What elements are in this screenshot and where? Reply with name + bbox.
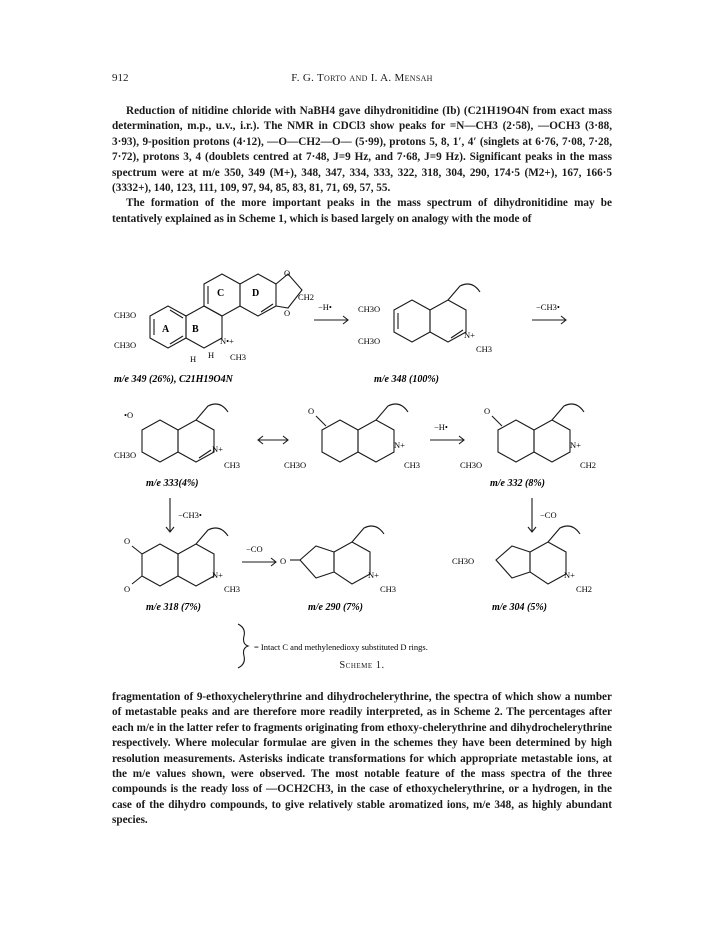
group-n-plus: N+ [394, 440, 405, 450]
structure-349 [114, 268, 314, 385]
label-348: m/e 348 (100%) [374, 374, 439, 385]
arrow-minus-co [242, 544, 276, 566]
group-ch3o: CH3O [284, 460, 307, 470]
group-n-plus: N+ [464, 330, 475, 340]
arrow-minus-ch3-down [166, 498, 202, 532]
group-ch2: CH2 [576, 584, 593, 594]
label-332: m/e 332 (8%) [490, 478, 545, 489]
group-o: O [124, 584, 131, 594]
legend-text: = Intact C and methylenedioxy substituted D rings. [254, 642, 428, 652]
ring-letter-c: C [217, 288, 225, 299]
label-318: m/e 318 (7%) [146, 602, 201, 613]
group-ch3o: CH3O [114, 340, 137, 350]
group-o: O [124, 536, 131, 546]
arrow-4-label: −CH3• [178, 510, 202, 520]
group-ch3o: CH3O [358, 336, 381, 346]
group-ch3: CH3 [476, 344, 493, 354]
group-ch3: CH3 [230, 352, 247, 362]
resonance-arrow [258, 436, 288, 444]
group-n-plus: N+ [564, 570, 575, 580]
arrow-minus-h [314, 302, 348, 324]
scheme-caption [112, 660, 612, 671]
arrow-3-label: −H• [434, 422, 448, 432]
group-o: O [308, 406, 315, 416]
group-n-radical: N•+ [220, 336, 234, 346]
arrow-minus-co-down [528, 498, 557, 532]
group-ch3: CH3 [224, 460, 241, 470]
group-o: O [484, 406, 491, 416]
structure-348 [358, 284, 492, 385]
group-ch3: CH3 [404, 460, 421, 470]
structure-332 [460, 404, 596, 489]
label-304: m/e 304 (5%) [492, 602, 547, 613]
label-349: m/e 349 (26%), C21H19O4N [114, 374, 233, 385]
ring-letter-d: D [252, 288, 260, 299]
structure-304 [452, 526, 592, 613]
structure-318 [124, 528, 240, 613]
structure-290 [280, 526, 396, 613]
group-ch3o: CH3O [358, 304, 381, 314]
label-290: m/e 290 (7%) [308, 602, 363, 613]
group-ch3: CH3 [380, 584, 397, 594]
arrow-5-label: −CO [540, 510, 557, 520]
group-n-plus: N+ [570, 440, 581, 450]
paragraph-1 [112, 104, 612, 227]
arrow-2-label: −CH3• [536, 302, 560, 312]
structure-333 [114, 404, 240, 489]
group-ch2: CH2 [580, 460, 597, 470]
arrow-1-label: −H• [318, 302, 332, 312]
group-h: H [208, 350, 215, 360]
paragraph-1-text: Reduction of nitidine chloride with NaBH4 gave dihydronitidine (Ib) (C21H19O4N from exact mass determination, m.p., u.v., i.r.). The NMR in CDCl3 show peaks for =N—CH3 (2·58), —OCH3 (3·88, 3·93), 9-position protons (4·12), —O—CH2—O— (5·99), protons 5, 8, 1′, 4′ (singlets at 6·76, 7·08, 7·28, 7·72), protons 3, 4 (doublets centred at 7·48, J=9 Hz, and 7·68, J=9 Hz). Significant peaks in the mass spectrum were at m/e 350, 349 (M+), 348, 347, 334, 333, 322, 318, 304, 290, 174·5 (M2+), 167, 166·5 (3332+), 140, 123, 111, 109, 97, 94, 85, 83, 81, 71, 69, 57, 55. [112, 105, 612, 195]
running-header [112, 72, 612, 88]
group-o-radical: •O [124, 410, 134, 420]
running-authors: F. G. Torto and I. A. Mensah [291, 72, 433, 84]
group-o: O [284, 308, 291, 318]
label-333: m/e 333(4%) [146, 478, 199, 489]
arrow-minus-h-2 [430, 422, 464, 444]
structure-333-resonance [284, 404, 420, 470]
group-n-plus: N+ [212, 570, 223, 580]
group-o: O [284, 268, 291, 278]
group-ch3: CH3 [224, 584, 241, 594]
paragraph-2-text: The formation of the more important peaks in the mass spectrum of dihydronitidine may be tentatively explained as in Scheme 1, which is based largely on analogy with the mode of [112, 197, 612, 225]
group-n-plus: N+ [368, 570, 379, 580]
group-ch3o: CH3O [460, 460, 483, 470]
ring-letter-a: A [162, 324, 170, 335]
group-o: O [280, 556, 287, 566]
scheme-caption-text: Scheme 1. [339, 660, 385, 671]
arrow-6-label: −CO [246, 544, 263, 554]
scheme-1-figure [112, 268, 612, 668]
arrow-minus-ch3 [532, 302, 566, 324]
group-ch3o: CH3O [114, 450, 137, 460]
paragraph-3-text: fragmentation of 9-ethoxychelerythrine and dihydrochelerythrine, the spectra of which show a number of metastable peaks and are therefore more readily interpreted, as in Scheme 2. The percentages after each m/e in the latter refer to fragments originating from ethoxy-chelerythrine and dihydrochelerythrine respectively. Where molecular formulae are given in the schemes they have been determined by high resolution measurements. Asterisks indicate transformations for which appropriate metastable ions, at the m/e values shown, were observed. The most notable feature of the mass spectra of the three compounds is the ready loss of —OCH2CH3, in the case of ethoxychelerythrine, or a hydrogen, in the case of the dihydro compounds, to give relatively stable aromatized ions, m/e 348, as highly abundant species. [112, 691, 612, 827]
group-h: H [190, 354, 197, 364]
page-number: 912 [112, 72, 129, 84]
group-ch3o: CH3O [114, 310, 137, 320]
group-ch3o: CH3O [452, 556, 475, 566]
group-ch2: CH2 [298, 292, 315, 302]
ring-letter-b: B [192, 324, 199, 335]
group-n-plus: N+ [212, 444, 223, 454]
paragraph-3 [112, 690, 612, 829]
